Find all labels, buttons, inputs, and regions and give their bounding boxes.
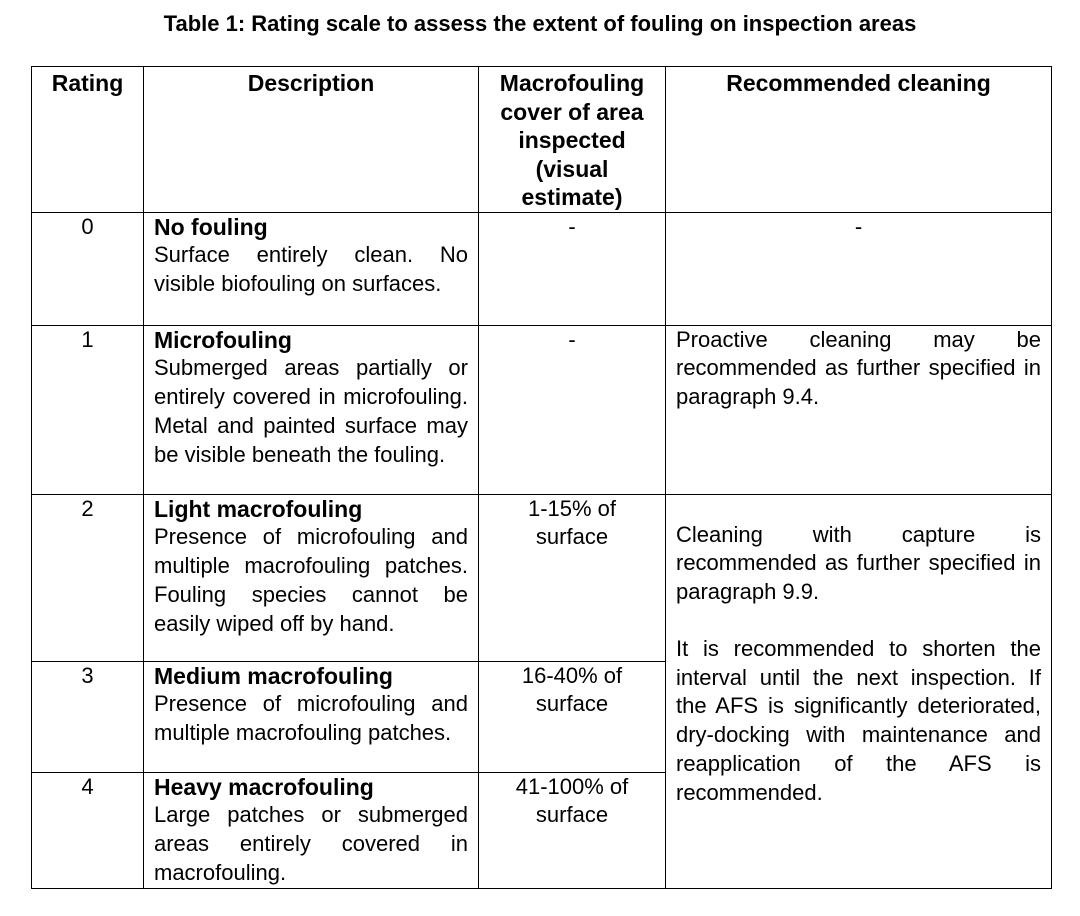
paragraph-gap [676,607,1041,635]
table-row [32,494,1052,661]
description-title: No fouling [154,213,268,240]
description-title: Heavy macrofouling [154,773,374,800]
cleaning-value: - [666,212,1052,325]
description-cell [144,661,479,772]
description-body: Surface entirely clean. No visible biofouling on surfaces. [154,242,468,297]
header-description: Description [144,67,479,213]
shared-cleaning-cell [666,494,1052,888]
cover-value: 16-40% of surface [479,661,666,772]
cleaning-text: Cleaning with capture is recommended as further specified in paragraph 9.9. [676,521,1041,605]
description-body: Submerged areas partially or entirely covered in microfouling. Metal and painted surface may be visible beneath the fouling. [154,355,468,467]
description-body: Large patches or submerged areas entirely covered in macrofouling. [154,802,468,885]
rating-value: 3 [32,661,144,772]
table-row [32,325,1052,494]
table-row [32,212,1052,325]
description-cell [144,772,479,888]
cover-value: - [479,325,666,494]
header-rating: Rating [32,67,144,213]
table-caption: Table 1: Rating scale to assess the extent of fouling on inspection areas [163,11,917,36]
description-title: Microfouling [154,326,292,353]
description-cell [144,325,479,494]
cleaning-text: Proactive cleaning may be recommended as further specified in paragraph 9.4. [676,326,1041,410]
table-header-row [32,67,1052,213]
cover-value: 41-100% of surface [479,772,666,888]
rating-value: 1 [32,325,144,494]
description-body: Presence of microfouling and multiple macrofouling patches. [154,691,468,746]
description-body: Presence of microfouling and multiple macrofouling patches. Fouling species cannot be easily wiped off by hand. [154,524,468,636]
cleaning-value [666,325,1052,494]
cover-value: - [479,212,666,325]
fouling-rating-table [31,66,1052,889]
header-cleaning: Recommended cleaning [666,67,1052,213]
header-cover: Macrofouling cover of area inspected (visual estimate) [479,67,666,213]
description-cell [144,212,479,325]
cover-value: 1-15% of surface [479,494,666,661]
cleaning-text: It is recommended to shorten the interval until the next inspection. If the AFS is significantly deteriorated, dry-docking with maintenance and reapplication of the AFS is recommended. [676,635,1041,805]
description-cell [144,494,479,661]
description-title: Medium macrofouling [154,662,393,689]
rating-value: 2 [32,494,144,661]
rating-value: 4 [32,772,144,888]
rating-value: 0 [32,212,144,325]
description-title: Light macrofouling [154,495,363,522]
